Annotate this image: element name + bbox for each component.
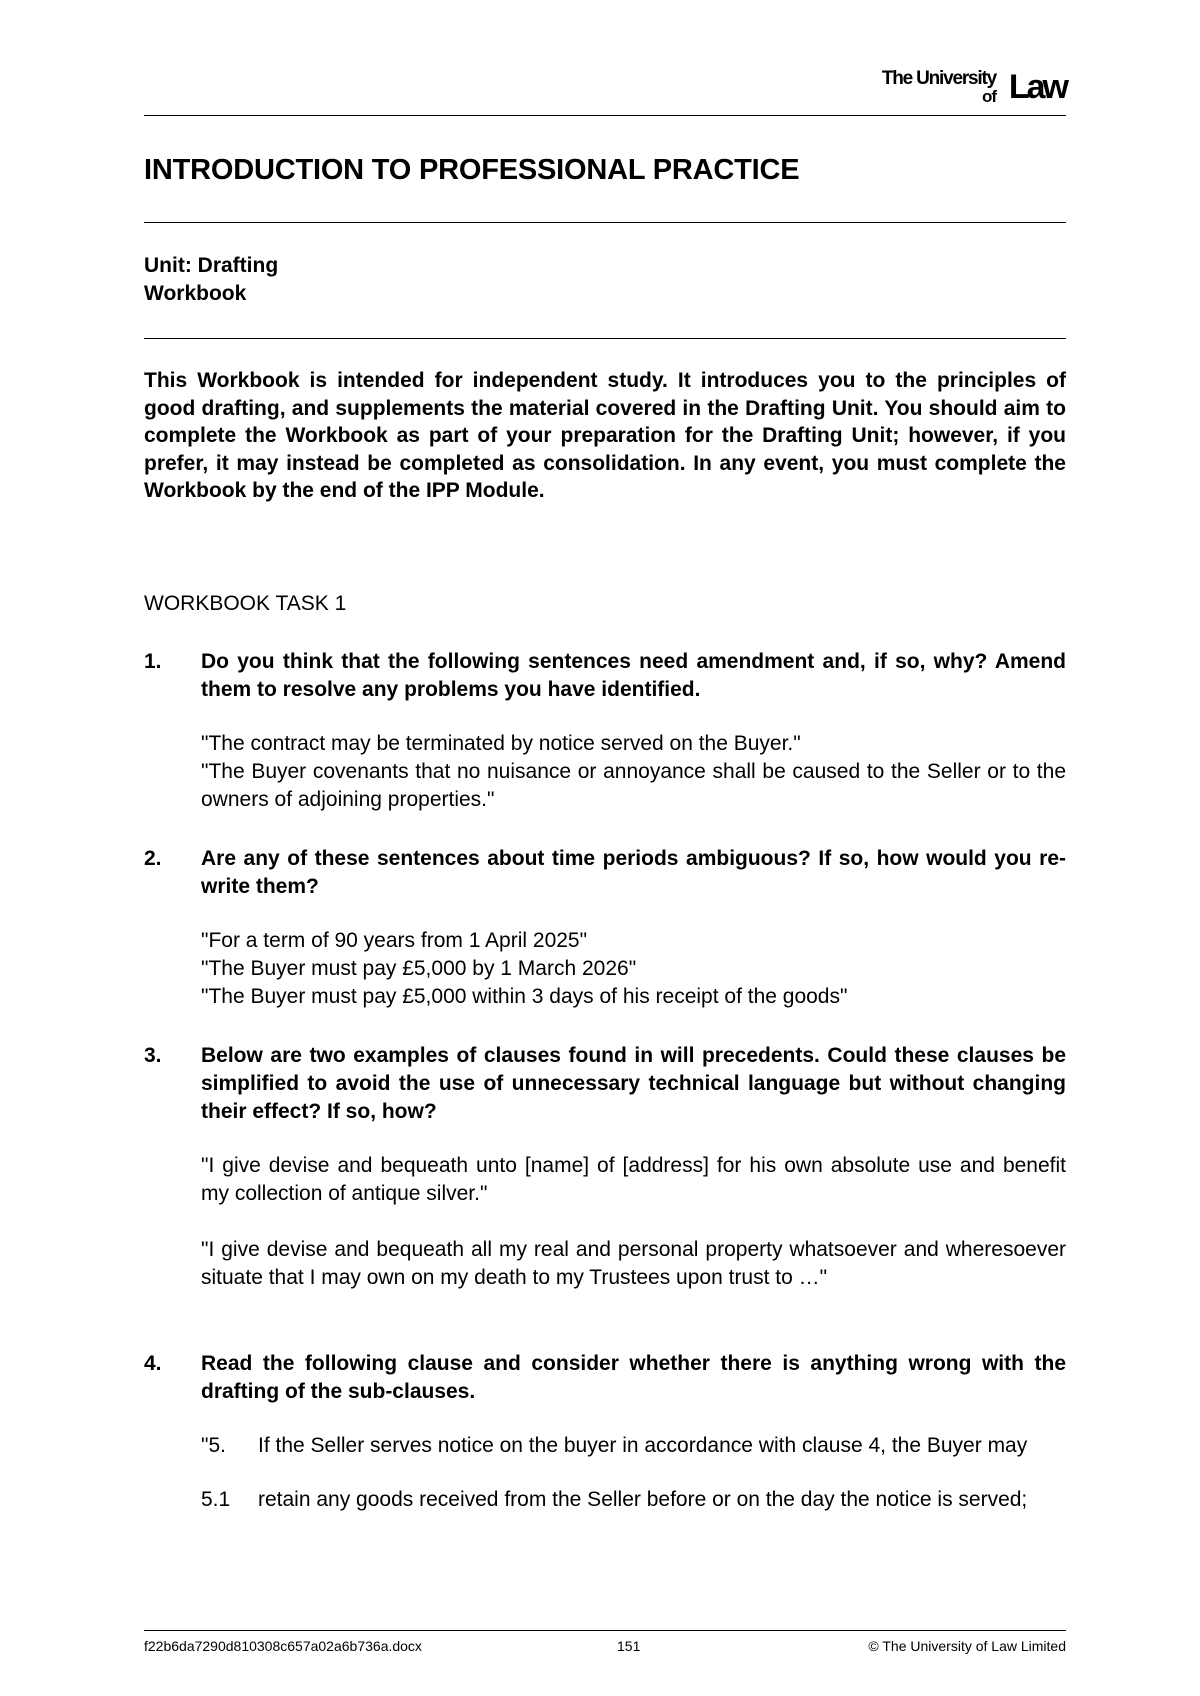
logo-line-2: of [981, 87, 996, 106]
clause-number: 5.1 [201, 1488, 231, 1511]
quote-line: "The Buyer covenants that no nuisance or annoyance shall be caused to the Seller or to the owners of adjoining properties." [201, 760, 1066, 811]
quote-line: "The Buyer must pay £5,000 within 3 days of his receipt of the goods" [201, 985, 848, 1008]
question-number: 2. [144, 847, 162, 870]
quote-paragraph: "I give devise and bequeath unto [name] of [address] for his own absolute use and benefit my collection of antique silver." [201, 1154, 1066, 1205]
clause-block [144, 1432, 1066, 1514]
question-1 [144, 648, 1066, 814]
unit-rule [144, 338, 1066, 339]
workbook-line: Workbook [144, 282, 247, 305]
question-number: 4. [144, 1352, 162, 1375]
task-heading: WORKBOOK TASK 1 [144, 592, 347, 615]
quote-block [201, 1152, 1066, 1292]
footer-copyright: © The University of Law Limited [868, 1638, 1066, 1654]
question-2 [144, 845, 1066, 1011]
intro-paragraph: This Workbook is intended for independent study. It introduces you to the principles of good drafting, and supplements the material covered in the Drafting Unit. You should aim to complete the Workbook as part of your preparation for the Drafting Unit; however, if you prefer, it may instead be completed as consolidation. In any event, you must complete the Workbook by the end of the IPP Module. [144, 369, 1066, 502]
logo-line-3: Law [1008, 68, 1066, 106]
document-title: INTRODUCTION TO PROFESSIONAL PRACTICE [144, 154, 800, 186]
university-of-law-logo [846, 66, 1066, 106]
quote-line: "For a term of 90 years from 1 April 2025" [201, 929, 588, 952]
quote-block [201, 927, 1066, 1011]
header-rule [144, 115, 1066, 116]
quote-line: "The Buyer must pay £5,000 by 1 March 2026" [201, 957, 637, 980]
footer-page-number: 151 [617, 1638, 641, 1654]
clause-5 [201, 1432, 1066, 1460]
unit-block [144, 252, 278, 308]
question-text: Read the following clause and consider whether there is anything wrong with the drafting of the sub-clauses. [201, 1352, 1066, 1403]
clause-text: retain any goods received from the Seller before or on the day the notice is served; [258, 1488, 1028, 1511]
unit-line: Unit: Drafting [144, 254, 279, 277]
footer-filename: f22b6da7290d810308c657a02a6b736a.docx [144, 1638, 422, 1654]
quote-paragraph: "I give devise and bequeath all my real and personal property whatsoever and wheresoever situate that I may own on my death to my Trustees upon trust to …" [201, 1238, 1066, 1289]
question-number: 3. [144, 1044, 162, 1067]
question-3 [144, 1042, 1066, 1320]
quote-line: "The contract may be terminated by notice served on the Buyer." [201, 732, 801, 755]
question-number: 1. [144, 650, 162, 673]
clause-5-1 [201, 1486, 1066, 1514]
footer-rule [144, 1630, 1066, 1631]
quote-block [201, 730, 1066, 814]
question-text: Below are two examples of clauses found in will precedents. Could these clauses be simplified to avoid the use of unnecessary technical language but without changing their effect? If so, how? [201, 1044, 1066, 1123]
clause-text: If the Seller serves notice on the buyer in accordance with clause 4, the Buyer may [258, 1434, 1028, 1457]
clause-number: "5. [201, 1434, 226, 1457]
title-rule [144, 222, 1066, 223]
question-4 [144, 1350, 1066, 1514]
logo-line-1: The University [881, 68, 996, 89]
question-text: Do you think that the following sentences need amendment and, if so, why? Amend them to resolve any problems you have identified. [201, 650, 1066, 701]
question-text: Are any of these sentences about time periods ambiguous? If so, how would you re-write them? [201, 847, 1066, 898]
